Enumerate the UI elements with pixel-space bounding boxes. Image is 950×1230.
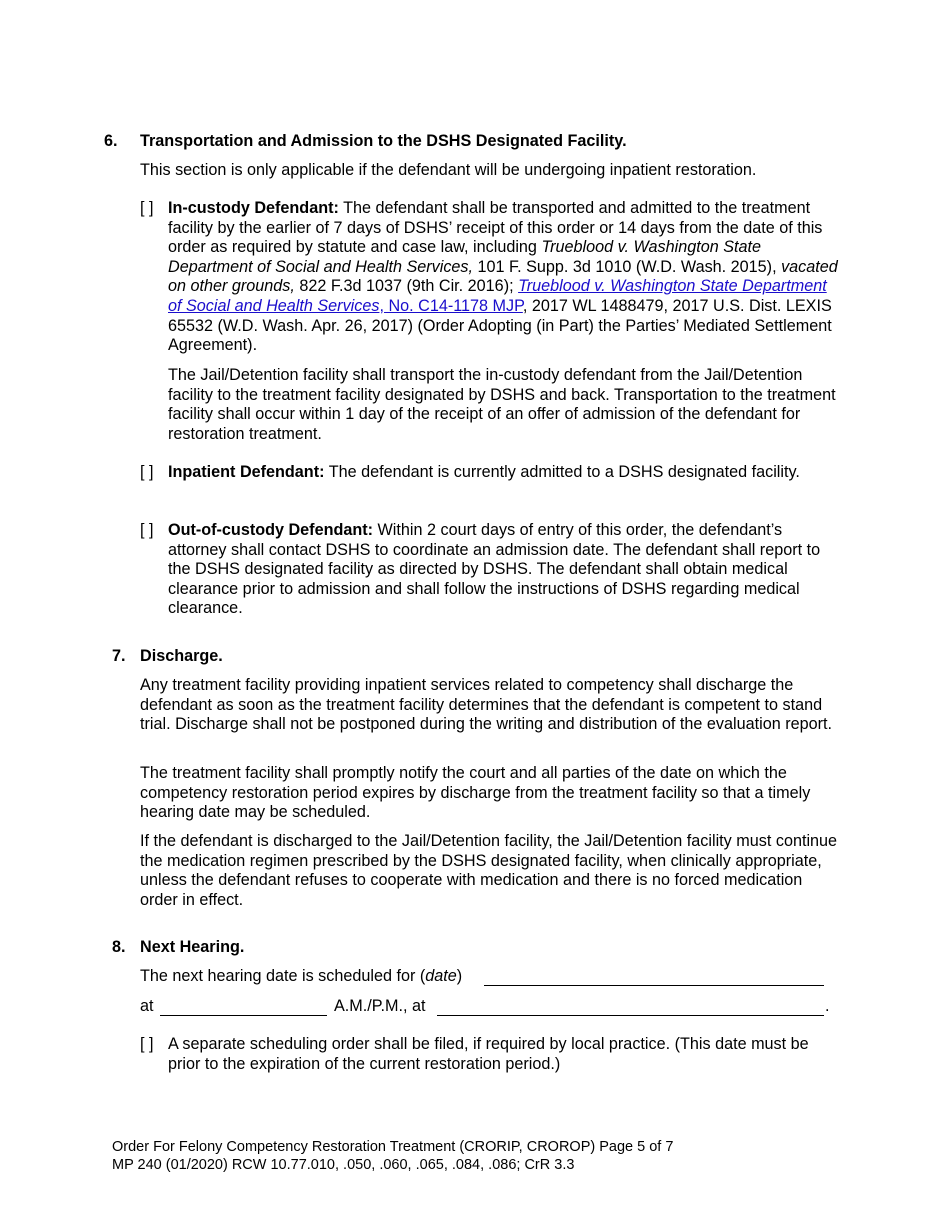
in-custody-text2: 101 F. Supp. 3d 1010 (W.D. Wash. 2015), <box>473 257 782 276</box>
hearing-location-blank[interactable] <box>437 1001 824 1016</box>
in-custody-label: In-custody Defendant: <box>168 199 339 217</box>
hearing-date-blank[interactable] <box>484 971 824 986</box>
in-custody-text4: , 2017 WL 1488479, 2017 U.S. Dist. LEXIS 65532 (W.D. Wash. Apr. 26, 2017) (Order Adopting (in Part) the Parties’ Mediated Settlement Agreement). <box>168 296 832 355</box>
hearing-time-blank[interactable] <box>160 1001 327 1016</box>
section-8-number: 8. <box>112 938 126 956</box>
out-of-custody-item <box>168 521 840 619</box>
out-of-custody-text: Within 2 court days of entry of this order, the defendant’s attorney shall contact DSHS to coordinate an admission date. The defendant shall report to the DSHS designated facility as directed by DSHS. The defendant shall obtain medical clearance prior to admission and shall follow the instructions of DSHS regarding medical clearance. <box>168 521 821 618</box>
hearing-date-prefix: The next hearing date is scheduled for ( <box>140 967 426 985</box>
inpatient-text: The defendant is currently admitted to a DSHS designated facility. <box>324 463 800 481</box>
section-7-paragraph-1: Any treatment facility providing inpatient services related to competency shall discharge the defendant as soon as the treatment facility determines that the defendant is competent to stand trial. Discharge shall not be postponed during the writing and distribution of the evaluation report. <box>140 676 832 734</box>
hearing-ampm-label: A.M./P.M., at <box>334 997 426 1015</box>
in-custody-item <box>168 199 840 356</box>
in-custody-text1: The defendant shall be transported and admitted to the treatment facility by the earlier of 7 days of DSHS’ receipt of this order or 14 days from the date of this order as required by statute and case law, including <box>168 199 823 257</box>
in-custody-vacated: vacated on other grounds, <box>168 257 838 296</box>
section-6-intro: This section is only applicable if the defendant will be undergoing inpatient restoration. <box>140 161 757 179</box>
hearing-date-word: date <box>425 967 457 985</box>
transport-paragraph: The Jail/Detention facility shall transport the in-custody defendant from the Jail/Detention facility to the treatment facility designated by DSHS and back. Transportation to the treatment facility shall occur within 1 day of the receipt of an offer of admission of the defendant for restoration treatment. <box>168 366 836 443</box>
section-7-paragraph-2: The treatment facility shall promptly notify the court and all parties of the date on which the competency restoration period expires by discharge from the treatment facility so that a timely hearing date may be scheduled. <box>140 764 811 822</box>
hearing-line-period: . <box>825 997 830 1015</box>
section-7-number: 7. <box>112 647 126 665</box>
section-8-title: Next Hearing. <box>140 938 245 956</box>
hearing-date-line <box>140 967 462 987</box>
out-of-custody-checkbox[interactable]: [ ] <box>140 521 154 539</box>
footer-line-1: Order For Felony Competency Restoration Treatment (CRORIP, CROROP) Page 5 of 7 <box>112 1139 674 1155</box>
in-custody-case1: Trueblood v. Washington State Department of Social and Health Services, <box>168 238 761 276</box>
hearing-at-label: at <box>140 997 154 1015</box>
separate-order-text: A separate scheduling order shall be filed, if required by local practice. (This date must be prior to the expiration of the current restoration period.) <box>168 1035 809 1073</box>
footer-line-2: MP 240 (01/2020) RCW 10.77.010, .050, .060, .065, .084, .086; CrR 3.3 <box>112 1157 575 1173</box>
separate-order-checkbox[interactable]: [ ] <box>140 1035 154 1053</box>
section-6-number: 6. <box>104 132 118 150</box>
inpatient-checkbox[interactable]: [ ] <box>140 463 154 481</box>
trueblood-link-number: , No. C14-1178 MJP <box>379 296 523 315</box>
section-6-title: Transportation and Admission to the DSHS Designated Facility. <box>140 132 627 150</box>
section-7-paragraph-3: If the defendant is discharged to the Jail/Detention facility, the Jail/Detention facility must continue the medication regimen prescribed by the DSHS designated facility, when clinically appropriate, unless the defendant refuses to cooperate with medication and there is no forced medication order in effect. <box>140 832 838 909</box>
hearing-date-suffix: ) <box>456 967 463 985</box>
inpatient-item <box>168 463 808 483</box>
in-custody-text3: 822 F.3d 1037 (9th Cir. 2016); <box>294 277 519 296</box>
inpatient-label: Inpatient Defendant: <box>168 463 325 481</box>
out-of-custody-label: Out-of-custody Defendant: <box>168 521 374 539</box>
in-custody-checkbox[interactable]: [ ] <box>140 199 154 217</box>
trueblood-link-case: Trueblood v. Washington State Department of Social and Health Services <box>168 277 827 315</box>
section-7-title: Discharge. <box>140 647 223 665</box>
